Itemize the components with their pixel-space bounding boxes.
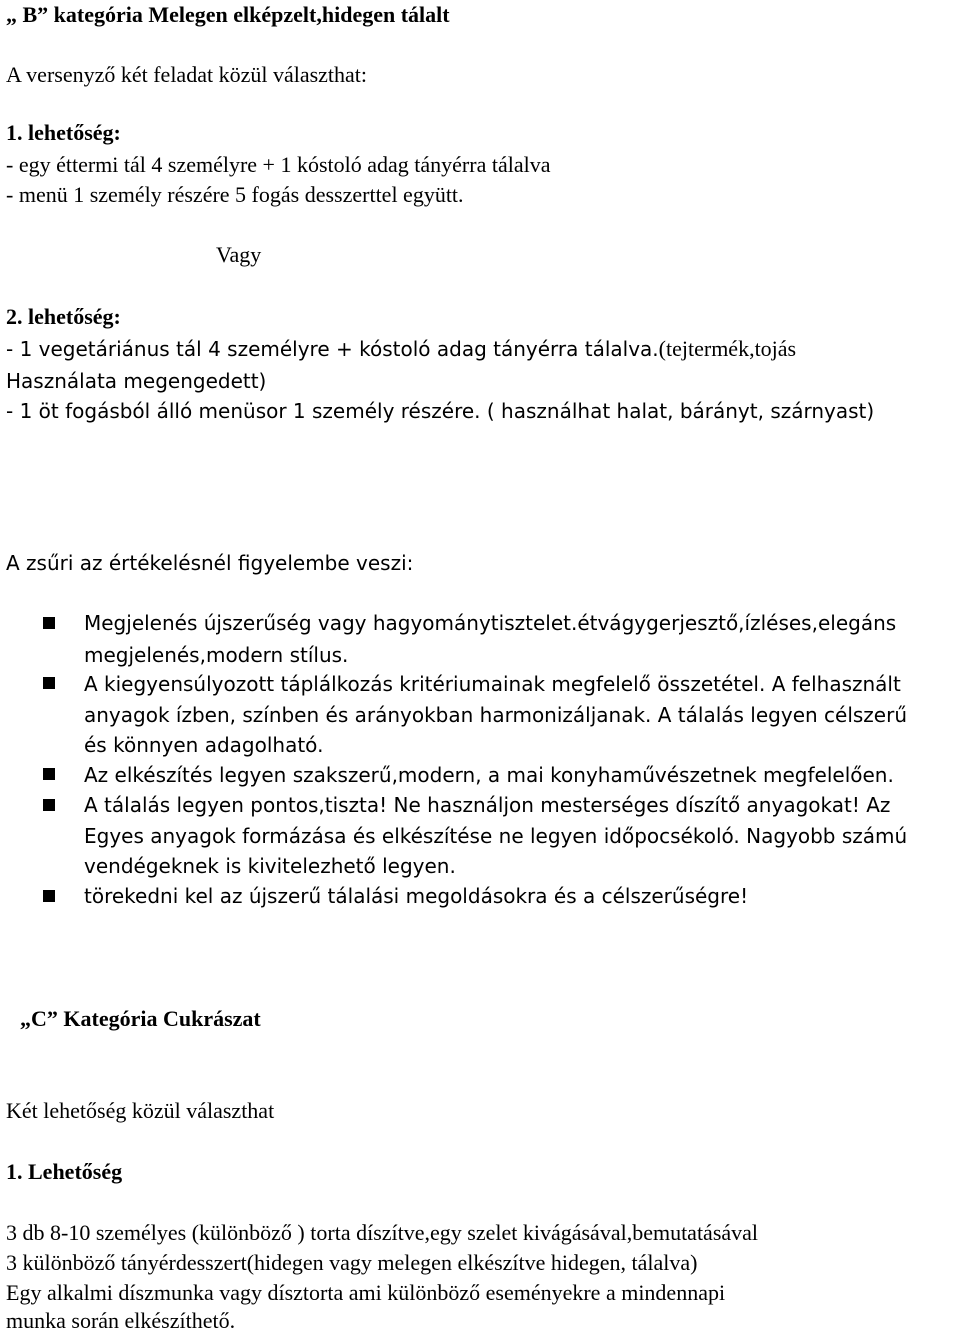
option-2-line	[6, 396, 874, 426]
criteria-item-line: vendégeknek is kivitelezhető legyen.	[84, 854, 456, 878]
criteria-text: .étvágygerjesztő,ízléses,elegáns	[570, 611, 897, 635]
category-c-intro: Két lehetőség közül választhat	[6, 1098, 275, 1123]
category-c-line: Egy alkalmi díszmunka vagy dísztorta ami különböző eseményekre a mindennapi	[6, 1280, 726, 1305]
category-c-title: „C” Kategória Cukrászat	[20, 1006, 261, 1031]
option-1-line: - egy éttermi tál 4 személyre + 1 kóstoló adag tányérra tálalva	[6, 152, 551, 177]
criteria-text: Megjelenés újszerűség vagy hagyománytisztelet	[84, 611, 571, 635]
category-c-line: munka során elkészíthető.	[6, 1308, 236, 1333]
criteria-item-line: törekedni kel az újszerű tálalási megoldásokra és a célszerűségre!	[84, 884, 749, 908]
criteria-item-line: A kiegyensúlyozott táplálkozás kritériumainak megfelelő összetétel. A felhasznált	[84, 672, 901, 696]
bullet-square-icon	[43, 768, 55, 780]
or-label: Vagy	[216, 242, 262, 267]
bullet-square-icon	[43, 799, 55, 811]
category-c-line: 3 db 8-10 személyes (különböző ) torta díszítve,egy szelet kivágásával,bemutatásával	[6, 1220, 759, 1245]
criteria-item-line	[84, 608, 896, 638]
jury-intro: A zsűri az értékelésnél figyelembe veszi:	[6, 551, 414, 575]
criteria-item-line: A tálalás legyen pontos,tiszta! Ne használjon mesterséges díszítő anyagokat! Az	[84, 793, 891, 817]
category-c-line: 3 különböző tányérdesszert(hidegen vagy melegen elkészítve hidegen, tálalva)	[6, 1250, 698, 1275]
bullet-square-icon	[43, 617, 55, 629]
criteria-item-line: megjelenés,modern stílus.	[84, 643, 349, 667]
criteria-item-line: anyagok ízben, színben és arányokban harmonizáljanak. A tálalás legyen célszerű	[84, 703, 908, 727]
criteria-item-line: Az elkészítés legyen szakszerű,modern, a mai konyhaművészetnek megfelelően.	[84, 763, 894, 787]
bullet-square-icon	[43, 677, 55, 689]
option-2-heading: 2. lehetőség:	[6, 304, 121, 329]
option-1-line: - menü 1 személy részére 5 fogás desszerttel együtt.	[6, 182, 464, 207]
option-2-line-text: - 1 öt fogásból álló menüsor 1 személy részére.	[6, 399, 481, 423]
option-2-line: Használata megengedett)	[6, 369, 267, 393]
category-b-intro: A versenyző két feladat közül választhat:	[6, 62, 368, 87]
criteria-item-line: Egyes anyagok formázása és elkészítése ne legyen időpocsékoló. Nagyobb számú	[84, 824, 908, 848]
option-2-line	[6, 334, 796, 364]
option-2-line-text: ( használhat halat, bárányt, szárnyast)	[480, 399, 875, 423]
criteria-item-line: és könnyen adagolható.	[84, 733, 324, 757]
bullet-square-icon	[43, 890, 55, 902]
option-2-line-text: (tejtermék,tojás	[658, 336, 797, 361]
category-b-title: „ B” kategória Melegen elképzelt,hidegen tálalt	[6, 2, 450, 27]
option-1-heading: 1. lehetőség:	[6, 120, 121, 145]
category-c-option-1-heading: 1. Lehetőség	[6, 1159, 123, 1184]
option-2-line-text: - 1 vegetáriánus tál 4 személyre + kóstoló adag tányérra tálalva.	[6, 337, 659, 361]
